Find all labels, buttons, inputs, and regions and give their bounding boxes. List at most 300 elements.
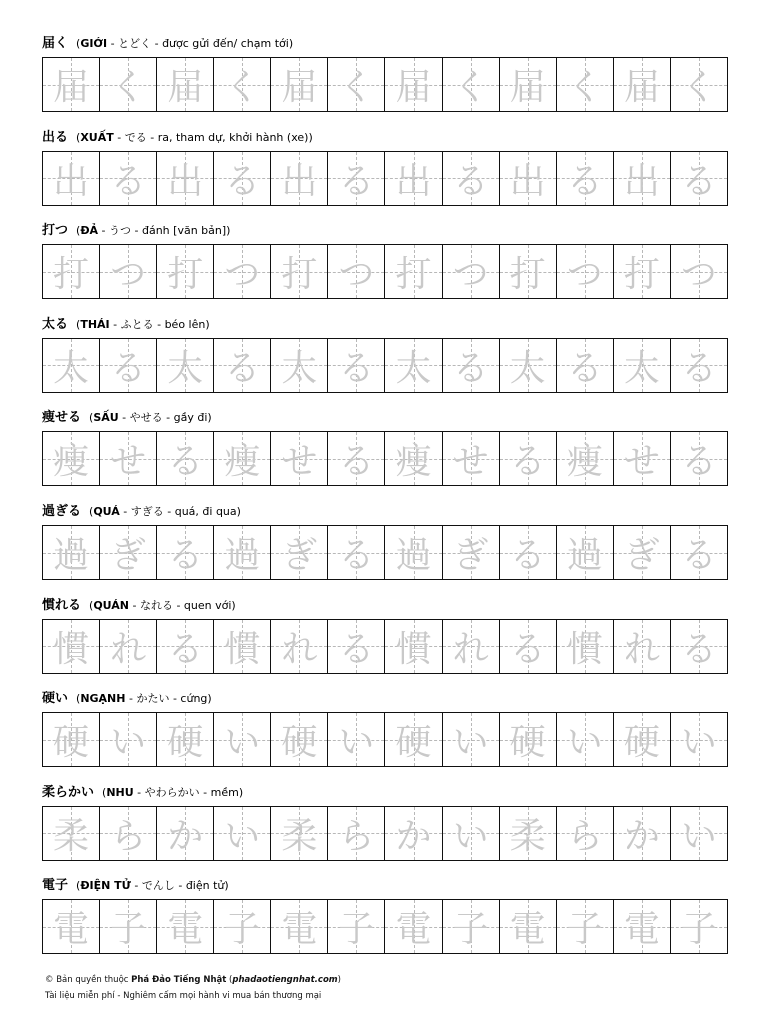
- practice-cell[interactable]: [157, 339, 214, 392]
- practice-cell[interactable]: [385, 58, 442, 111]
- trace-glyph: る: [680, 535, 717, 576]
- trace-glyph: つ: [452, 254, 489, 296]
- trace-glyph: る: [509, 535, 546, 576]
- vocab-word: 届く: [42, 36, 69, 51]
- trace-glyph: つ: [338, 254, 375, 296]
- trace-glyph: 打: [167, 254, 204, 296]
- practice-cell[interactable]: [271, 807, 328, 860]
- trace-glyph: い: [680, 815, 717, 857]
- trace-glyph: く: [224, 67, 261, 108]
- trace-glyph: 痩: [566, 441, 603, 483]
- practice-cell[interactable]: [614, 58, 671, 111]
- trace-glyph: い: [452, 722, 489, 764]
- practice-cell[interactable]: [271, 432, 328, 485]
- vocab-word: 痩せる: [42, 410, 82, 426]
- practice-cell[interactable]: [271, 58, 328, 111]
- entry-heading: 過ぎる (QUÁ - すぎる - quá, đi qua): [42, 504, 241, 519]
- meaning: được gửi đến/ chạm tới: [162, 37, 289, 50]
- practice-cell[interactable]: [100, 245, 157, 298]
- trace-glyph: い: [680, 722, 717, 764]
- practice-grid: [42, 431, 728, 486]
- practice-cell[interactable]: [614, 432, 671, 485]
- trace-glyph: れ: [452, 628, 489, 670]
- trace-glyph: る: [110, 160, 147, 202]
- kana-reading: なれる: [139, 598, 173, 612]
- practice-cell[interactable]: [500, 713, 557, 766]
- trace-glyph: 過: [53, 535, 90, 576]
- practice-cell[interactable]: [385, 900, 442, 953]
- trace-glyph: る: [680, 628, 717, 670]
- practice-cell[interactable]: [443, 152, 500, 205]
- trace-glyph: る: [452, 160, 489, 202]
- meaning: gầy đi: [173, 411, 208, 425]
- practice-cell[interactable]: [214, 152, 271, 205]
- trace-glyph: 電: [623, 909, 660, 951]
- practice-cell[interactable]: [500, 620, 557, 673]
- trace-glyph: 痩: [224, 441, 261, 483]
- practice-cell[interactable]: [100, 900, 157, 953]
- trace-glyph: 電: [281, 909, 318, 951]
- practice-cell[interactable]: [385, 526, 442, 579]
- practice-cell[interactable]: [557, 58, 614, 111]
- practice-cell[interactable]: [43, 58, 100, 111]
- vocab-word: 電子: [42, 878, 69, 894]
- trace-glyph: 硬: [167, 722, 204, 764]
- practice-grid: [42, 244, 728, 299]
- meaning: mềm: [210, 785, 239, 799]
- vocab-word: 慣れる: [42, 597, 82, 613]
- trace-glyph: 太: [623, 347, 660, 389]
- entry-heading: 太る (THÁI - ふとる - béo lên): [42, 316, 210, 332]
- kana-reading: でる: [124, 130, 147, 144]
- meaning: quen với: [183, 598, 232, 612]
- practice-cell[interactable]: [443, 620, 500, 673]
- site-link[interactable]: phadaotiengnhat.com: [232, 975, 338, 985]
- trace-glyph: ら: [110, 815, 147, 857]
- hanviet-reading: NHU: [106, 785, 134, 799]
- practice-cell[interactable]: [500, 432, 557, 485]
- trace-glyph: 硬: [509, 722, 546, 764]
- practice-cell[interactable]: [328, 58, 385, 111]
- trace-glyph: 太: [167, 347, 204, 389]
- practice-grid: [42, 338, 728, 393]
- trace-glyph: く: [566, 67, 603, 108]
- practice-cell[interactable]: [443, 900, 500, 953]
- trace-glyph: 届: [395, 67, 432, 108]
- hanviet-reading: ĐIỆN TỬ: [80, 879, 131, 893]
- trace-glyph: 慣: [395, 628, 432, 670]
- trace-glyph: れ: [281, 628, 318, 670]
- meaning: cứng: [180, 692, 208, 706]
- practice-cell[interactable]: [100, 432, 157, 485]
- practice-cell[interactable]: [328, 526, 385, 579]
- trace-glyph: 打: [623, 254, 660, 296]
- entry-heading: 痩せる (SẤU - やせる - gầy đi): [42, 410, 212, 426]
- vocab-word: 打つ: [42, 223, 69, 239]
- trace-glyph: 痩: [53, 441, 90, 483]
- trace-glyph: 出: [167, 160, 204, 202]
- trace-glyph: 電: [53, 909, 90, 951]
- meaning: đánh [văn bản]: [141, 224, 227, 238]
- practice-cell[interactable]: [271, 713, 328, 766]
- trace-glyph: ぎ: [623, 535, 660, 576]
- trace-glyph: 柔: [53, 815, 90, 857]
- trace-glyph: か: [167, 815, 204, 857]
- practice-cell[interactable]: [500, 526, 557, 579]
- practice-cell[interactable]: [43, 432, 100, 485]
- practice-cell[interactable]: [214, 620, 271, 673]
- trace-glyph: る: [509, 628, 546, 670]
- trace-glyph: せ: [281, 441, 318, 483]
- trace-glyph: る: [338, 347, 375, 389]
- trace-glyph: 電: [509, 909, 546, 951]
- trace-glyph: 出: [53, 160, 90, 202]
- copyright-prefix: © Bản quyền thuộc: [45, 975, 129, 985]
- kana-reading: かたい: [136, 692, 170, 706]
- trace-glyph: 打: [395, 254, 432, 296]
- practice-cell[interactable]: [614, 713, 671, 766]
- practice-cell[interactable]: [100, 526, 157, 579]
- kana-reading: ふとる: [120, 317, 154, 331]
- trace-glyph: 太: [281, 347, 318, 389]
- trace-glyph: ら: [338, 815, 375, 857]
- practice-cell[interactable]: [328, 620, 385, 673]
- trace-glyph: せ: [110, 441, 147, 483]
- trace-glyph: る: [167, 628, 204, 670]
- practice-cell[interactable]: [671, 152, 727, 205]
- trace-glyph: 出: [509, 160, 546, 202]
- trace-glyph: 硬: [53, 722, 90, 764]
- trace-glyph: 慣: [224, 628, 261, 670]
- trace-glyph: 痩: [395, 441, 432, 483]
- entry-heading: 届く (GIỚI - とどく - được gửi đến/ chạm tới): [42, 36, 294, 51]
- hanviet-reading: ĐẢ: [80, 224, 99, 238]
- practice-cell[interactable]: [214, 432, 271, 485]
- trace-glyph: い: [338, 722, 375, 764]
- trace-glyph: ぎ: [110, 535, 147, 576]
- trace-glyph: く: [452, 67, 489, 108]
- practice-cell[interactable]: [157, 152, 214, 205]
- practice-cell[interactable]: [43, 620, 100, 673]
- practice-cell[interactable]: [500, 58, 557, 111]
- trace-glyph: る: [110, 347, 147, 389]
- trace-glyph: い: [566, 722, 603, 764]
- kana-reading: すぎる: [130, 505, 164, 518]
- vocab-word: 過ぎる: [42, 504, 82, 519]
- trace-glyph: く: [680, 67, 717, 108]
- practice-grid: [42, 525, 728, 580]
- brand-name: Phá Đảo Tiếng Nhật: [131, 975, 227, 985]
- trace-glyph: 打: [53, 254, 90, 296]
- practice-cell[interactable]: [557, 526, 614, 579]
- trace-glyph: 太: [395, 347, 432, 389]
- practice-cell[interactable]: [500, 807, 557, 860]
- practice-cell[interactable]: [271, 526, 328, 579]
- practice-cell[interactable]: [271, 245, 328, 298]
- hanviet-reading: QUÁN: [93, 598, 129, 612]
- trace-glyph: れ: [623, 628, 660, 670]
- practice-cell[interactable]: [671, 620, 727, 673]
- practice-cell[interactable]: [271, 900, 328, 953]
- practice-grid: [42, 151, 728, 206]
- practice-cell[interactable]: [385, 245, 442, 298]
- practice-cell[interactable]: [557, 432, 614, 485]
- practice-cell[interactable]: [328, 245, 385, 298]
- practice-cell[interactable]: [671, 713, 727, 766]
- practice-cell[interactable]: [328, 713, 385, 766]
- practice-cell[interactable]: [100, 58, 157, 111]
- vocab-word: 柔らかい: [42, 784, 95, 800]
- practice-cell[interactable]: [443, 713, 500, 766]
- practice-cell[interactable]: [385, 807, 442, 860]
- trace-glyph: 届: [623, 67, 660, 108]
- practice-cell[interactable]: [271, 339, 328, 392]
- meaning: ra, tham dự, khởi hành (xe): [157, 130, 309, 144]
- practice-cell[interactable]: [557, 152, 614, 205]
- practice-cell[interactable]: [100, 620, 157, 673]
- trace-glyph: 子: [110, 909, 147, 951]
- practice-grid: [42, 712, 728, 767]
- meaning: quá, đi qua: [174, 505, 237, 518]
- practice-cell[interactable]: [271, 152, 328, 205]
- trace-glyph: つ: [680, 254, 717, 296]
- vocab-word: 出る: [42, 129, 69, 145]
- trace-glyph: 過: [566, 535, 603, 576]
- practice-cell[interactable]: [328, 807, 385, 860]
- practice-cell[interactable]: [157, 58, 214, 111]
- practice-cell[interactable]: [500, 339, 557, 392]
- entry-heading: 硬い (NGẠNH - かたい - cứng): [42, 691, 212, 707]
- practice-cell[interactable]: [43, 900, 100, 953]
- practice-cell[interactable]: [157, 620, 214, 673]
- trace-glyph: る: [224, 160, 261, 202]
- practice-cell[interactable]: [385, 152, 442, 205]
- vocab-word: 硬い: [42, 691, 69, 707]
- meaning: điện tử: [185, 879, 225, 893]
- practice-cell[interactable]: [157, 526, 214, 579]
- trace-glyph: つ: [566, 254, 603, 296]
- trace-glyph: ぎ: [281, 535, 318, 576]
- trace-glyph: か: [395, 815, 432, 857]
- practice-cell[interactable]: [557, 807, 614, 860]
- practice-cell[interactable]: [271, 620, 328, 673]
- practice-cell[interactable]: [328, 432, 385, 485]
- practice-cell[interactable]: [500, 152, 557, 205]
- trace-glyph: せ: [452, 441, 489, 483]
- practice-cell[interactable]: [100, 807, 157, 860]
- practice-grid: [42, 899, 728, 954]
- trace-glyph: 届: [53, 67, 90, 108]
- trace-glyph: い: [110, 722, 147, 764]
- trace-glyph: く: [338, 67, 375, 108]
- vocab-word: 太る: [42, 316, 69, 332]
- practice-cell[interactable]: [214, 245, 271, 298]
- practice-cell[interactable]: [328, 900, 385, 953]
- usage-notice: Tài liệu miễn phí - Nghiêm cấm mọi hành vi mua bán thương mại: [45, 991, 322, 1001]
- trace-glyph: る: [338, 160, 375, 202]
- practice-cell[interactable]: [671, 807, 727, 860]
- practice-cell[interactable]: [157, 432, 214, 485]
- practice-cell[interactable]: [328, 339, 385, 392]
- copyright-line: © Bản quyền thuộc Phá Đảo Tiếng Nhật (phadaotiengnhat.com): [45, 975, 341, 985]
- entry-heading: 慣れる (QUÁN - なれる - quen với): [42, 597, 236, 613]
- practice-cell[interactable]: [557, 339, 614, 392]
- practice-grid: [42, 619, 728, 674]
- practice-cell[interactable]: [214, 713, 271, 766]
- practice-cell[interactable]: [614, 620, 671, 673]
- practice-cell[interactable]: [614, 807, 671, 860]
- kana-reading: やわらかい: [144, 785, 200, 799]
- trace-glyph: 電: [395, 909, 432, 951]
- trace-glyph: 出: [281, 160, 318, 202]
- practice-cell[interactable]: [557, 620, 614, 673]
- trace-glyph: 出: [623, 160, 660, 202]
- practice-cell[interactable]: [671, 900, 727, 953]
- trace-glyph: い: [452, 815, 489, 857]
- practice-cell[interactable]: [214, 58, 271, 111]
- practice-cell[interactable]: [43, 339, 100, 392]
- hanviet-reading: SẤU: [93, 411, 119, 425]
- trace-glyph: る: [167, 535, 204, 576]
- trace-glyph: く: [110, 67, 147, 108]
- trace-glyph: 過: [395, 535, 432, 576]
- practice-cell[interactable]: [614, 526, 671, 579]
- practice-cell[interactable]: [500, 900, 557, 953]
- hanviet-reading: NGẠNH: [80, 692, 126, 706]
- practice-cell[interactable]: [614, 900, 671, 953]
- practice-cell[interactable]: [43, 152, 100, 205]
- trace-glyph: 届: [167, 67, 204, 108]
- trace-glyph: る: [680, 160, 717, 202]
- practice-cell[interactable]: [157, 900, 214, 953]
- practice-cell[interactable]: [671, 432, 727, 485]
- practice-cell[interactable]: [328, 152, 385, 205]
- kana-reading: でんし: [141, 879, 175, 893]
- entry-heading: 出る (XUẤT - でる - ra, tham dự, khởi hành (xe)): [42, 129, 313, 145]
- practice-cell[interactable]: [557, 245, 614, 298]
- practice-cell[interactable]: [43, 526, 100, 579]
- practice-cell[interactable]: [614, 152, 671, 205]
- trace-glyph: 子: [224, 909, 261, 951]
- trace-glyph: 慣: [566, 628, 603, 670]
- practice-cell[interactable]: [557, 713, 614, 766]
- entry-heading: 電子 (ĐIỆN TỬ - でんし - điện tử): [42, 878, 229, 894]
- trace-glyph: 子: [680, 909, 717, 951]
- practice-cell[interactable]: [214, 900, 271, 953]
- practice-cell[interactable]: [443, 432, 500, 485]
- practice-cell[interactable]: [214, 526, 271, 579]
- trace-glyph: 太: [53, 347, 90, 389]
- practice-cell[interactable]: [214, 339, 271, 392]
- hanviet-reading: XUẤT: [80, 130, 114, 144]
- trace-glyph: る: [566, 347, 603, 389]
- trace-glyph: い: [224, 815, 261, 857]
- practice-cell[interactable]: [385, 339, 442, 392]
- trace-glyph: 過: [224, 535, 261, 576]
- practice-grid: [42, 806, 728, 861]
- practice-cell[interactable]: [157, 807, 214, 860]
- practice-cell[interactable]: [500, 245, 557, 298]
- trace-glyph: る: [509, 441, 546, 483]
- practice-cell[interactable]: [443, 526, 500, 579]
- trace-glyph: れ: [110, 628, 147, 670]
- hanviet-reading: GIỚI: [80, 37, 108, 50]
- trace-glyph: 届: [281, 67, 318, 108]
- practice-cell[interactable]: [43, 807, 100, 860]
- trace-glyph: ぎ: [452, 535, 489, 576]
- trace-glyph: 硬: [281, 722, 318, 764]
- practice-cell[interactable]: [385, 713, 442, 766]
- trace-glyph: 柔: [281, 815, 318, 857]
- trace-glyph: 打: [509, 254, 546, 296]
- practice-cell[interactable]: [443, 339, 500, 392]
- trace-glyph: 子: [338, 909, 375, 951]
- kana-reading: とどく: [118, 37, 152, 50]
- trace-glyph: 子: [452, 909, 489, 951]
- practice-cell[interactable]: [614, 245, 671, 298]
- practice-grid: [42, 57, 728, 112]
- trace-glyph: 電: [167, 909, 204, 951]
- trace-glyph: る: [167, 441, 204, 483]
- trace-glyph: 硬: [623, 722, 660, 764]
- trace-glyph: る: [452, 347, 489, 389]
- practice-cell[interactable]: [100, 713, 157, 766]
- hanviet-reading: THÁI: [80, 317, 110, 331]
- trace-glyph: る: [566, 160, 603, 202]
- practice-cell[interactable]: [385, 432, 442, 485]
- practice-cell[interactable]: [443, 245, 500, 298]
- trace-glyph: 硬: [395, 722, 432, 764]
- practice-cell[interactable]: [671, 339, 727, 392]
- practice-cell[interactable]: [443, 58, 500, 111]
- practice-cell[interactable]: [385, 620, 442, 673]
- practice-cell[interactable]: [671, 526, 727, 579]
- trace-glyph: せ: [623, 441, 660, 483]
- trace-glyph: つ: [110, 254, 147, 296]
- trace-glyph: 出: [395, 160, 432, 202]
- entry-heading: 柔らかい (NHU - やわらかい - mềm): [42, 784, 244, 800]
- trace-glyph: る: [680, 441, 717, 483]
- practice-cell[interactable]: [214, 807, 271, 860]
- practice-cell[interactable]: [157, 713, 214, 766]
- trace-glyph: る: [338, 441, 375, 483]
- trace-glyph: 柔: [509, 815, 546, 857]
- practice-cell[interactable]: [443, 807, 500, 860]
- trace-glyph: る: [338, 535, 375, 576]
- practice-cell[interactable]: [157, 245, 214, 298]
- practice-cell[interactable]: [43, 245, 100, 298]
- practice-cell[interactable]: [614, 339, 671, 392]
- trace-glyph: 届: [509, 67, 546, 108]
- trace-glyph: る: [224, 347, 261, 389]
- hanviet-reading: QUÁ: [93, 505, 120, 518]
- trace-glyph: か: [623, 815, 660, 857]
- practice-cell[interactable]: [671, 245, 727, 298]
- practice-cell[interactable]: [43, 713, 100, 766]
- practice-cell[interactable]: [557, 900, 614, 953]
- entry-heading: 打つ (ĐẢ - うつ - đánh [văn bản]): [42, 223, 231, 239]
- practice-cell[interactable]: [100, 339, 157, 392]
- trace-glyph: い: [224, 722, 261, 764]
- trace-glyph: つ: [224, 254, 261, 296]
- trace-glyph: ら: [566, 815, 603, 857]
- trace-glyph: る: [680, 347, 717, 389]
- kana-reading: やせる: [129, 411, 163, 425]
- practice-cell[interactable]: [671, 58, 727, 111]
- trace-glyph: 打: [281, 254, 318, 296]
- kana-reading: うつ: [109, 224, 132, 238]
- practice-cell[interactable]: [100, 152, 157, 205]
